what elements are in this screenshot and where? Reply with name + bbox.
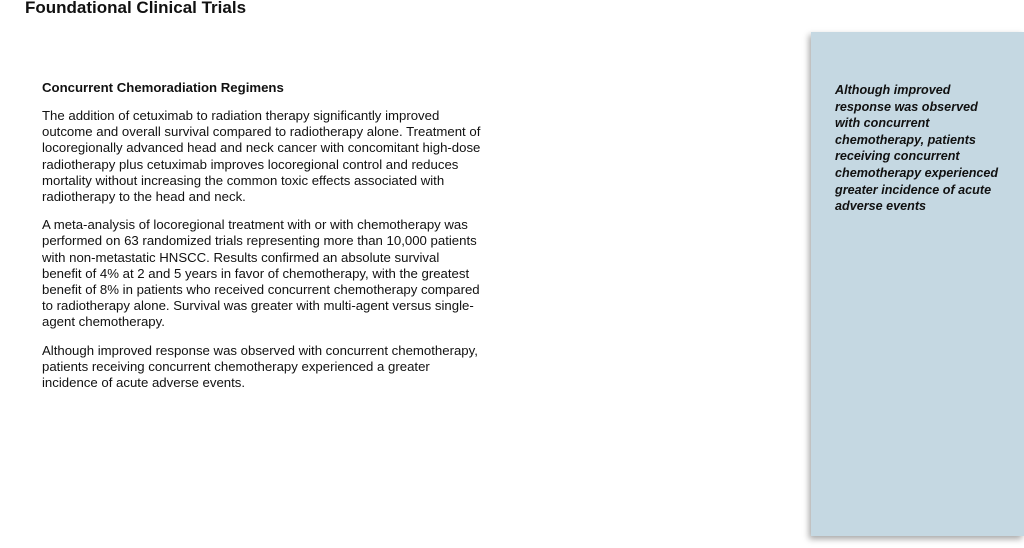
main-content: [42, 80, 482, 403]
paragraph-meta-analysis: A meta-analysis of locoregional treatment with or with chemotherapy was performed on 63 randomized trials representing more than 10,000 patients with non-metastatic HNSCC. Results confirmed an absolute survival benefit of 4% at 2 and 5 years in favor of chemotherapy, with the greatest benefit of 8% in patients who received concurrent chemotherapy compared to radiotherapy alone. Survival was greater with multi-agent versus single-agent chemotherapy.: [42, 217, 480, 330]
callout-text: Although improved response was observed with concurrent chemotherapy, patients receiving concurrent chemotherapy experienced greater incidence of acute adverse events: [835, 83, 999, 214]
slide-title: Foundational Clinical Trials: [25, 0, 247, 17]
callout-box: [811, 32, 1024, 536]
paragraph-cetuximab: The addition of cetuximab to radiation therapy significantly improved outcome and overall survival compared to radiotherapy alone. Treatment of locoregionally advanced head and neck cancer with concomitant high-dose radiotherapy plus cetuximab improves locoregional control and reduces mortality without increasing the common toxic effects associated with radiotherapy to the head and neck.: [42, 108, 481, 205]
section-heading: Concurrent Chemoradiation Regimens: [42, 80, 284, 95]
paragraph-adverse-events: Although improved response was observed with concurrent chemotherapy, patients receiving concurrent chemotherapy experienced a greater incidence of acute adverse events.: [42, 342, 478, 391]
